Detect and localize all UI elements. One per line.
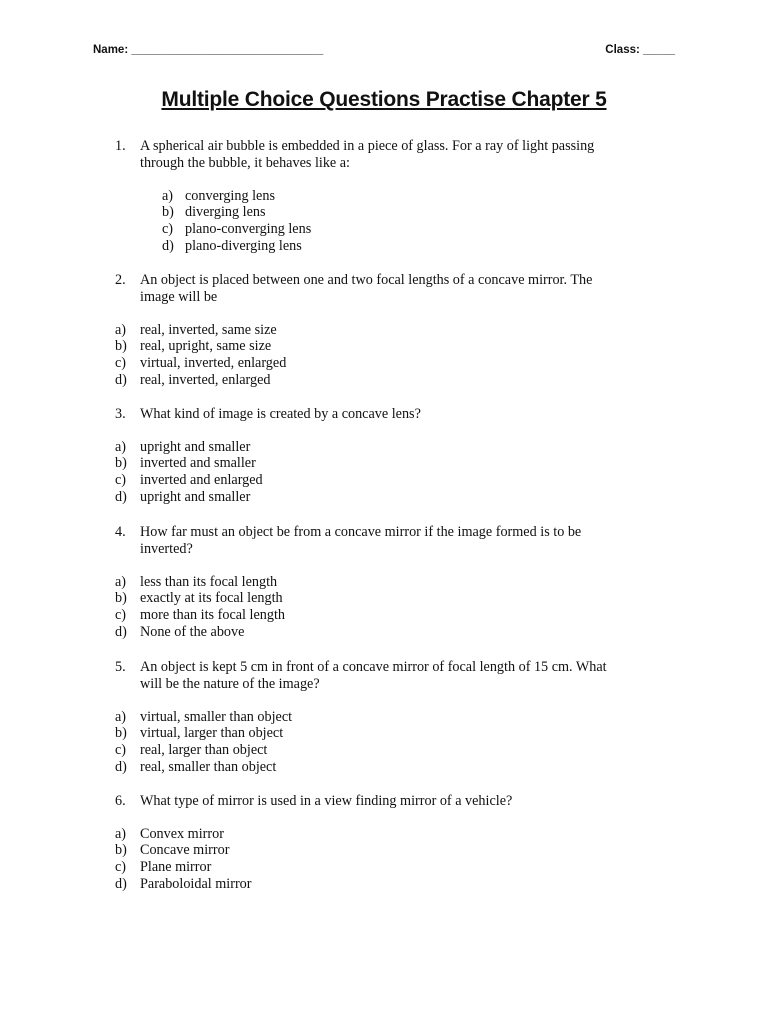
- option-list: [0, 574, 768, 641]
- class-field[interactable]: Class: _____: [605, 44, 675, 56]
- option-letter: b): [115, 725, 127, 742]
- question-line: [0, 289, 768, 306]
- question-line: [0, 138, 768, 155]
- header-row: [93, 44, 675, 62]
- question-text: A spherical air bubble is embedded in a piece of glass. For a ray of light passing: [140, 138, 595, 154]
- option-letter: c): [115, 741, 127, 758]
- option-text: inverted and enlarged: [140, 472, 263, 489]
- option-item[interactable]: [0, 826, 768, 843]
- option-letter: a): [115, 573, 127, 590]
- question-line: [0, 793, 768, 810]
- question-5: [0, 659, 768, 775]
- option-text: plano-diverging lens: [185, 237, 302, 254]
- option-list: [0, 188, 768, 255]
- option-letter: b): [115, 338, 127, 355]
- option-text: real, larger than object: [140, 741, 268, 758]
- question-text: What type of mirror is used in a view finding mirror of a vehicle?: [140, 793, 513, 809]
- option-text: real, upright, same size: [140, 338, 272, 355]
- option-text: Plane mirror: [140, 859, 212, 876]
- option-letter: a): [115, 321, 127, 338]
- option-letter: c): [162, 220, 174, 237]
- question-number: 5.: [115, 659, 126, 675]
- question-text: How far must an object be from a concave mirror if the image formed is to be: [140, 524, 582, 540]
- option-item[interactable]: [0, 759, 768, 776]
- option-item[interactable]: [0, 574, 768, 591]
- option-item[interactable]: [0, 204, 768, 221]
- option-text: virtual, larger than object: [140, 725, 284, 742]
- question-text: through the bubble, it behaves like a:: [140, 154, 350, 171]
- option-text: exactly at its focal length: [140, 590, 283, 607]
- question-number: 4.: [115, 524, 126, 540]
- option-item[interactable]: [0, 859, 768, 876]
- option-text: Paraboloidal mirror: [140, 875, 252, 892]
- option-item[interactable]: [0, 742, 768, 759]
- option-item[interactable]: [0, 338, 768, 355]
- question-text: What kind of image is created by a concave lens?: [140, 406, 421, 422]
- name-field[interactable]: Name: ______________________________: [93, 44, 324, 56]
- option-text: upright and smaller: [140, 488, 251, 505]
- question-number: 6.: [115, 793, 126, 809]
- option-item[interactable]: [0, 842, 768, 859]
- option-text: real, smaller than object: [140, 758, 277, 775]
- option-item[interactable]: [0, 221, 768, 238]
- option-letter: c): [115, 354, 127, 371]
- option-item[interactable]: [0, 372, 768, 389]
- option-item[interactable]: [0, 624, 768, 641]
- question-line: [0, 676, 768, 693]
- option-text: upright and smaller: [140, 438, 251, 455]
- option-letter: b): [115, 842, 127, 859]
- option-list: [0, 709, 768, 776]
- option-letter: d): [115, 488, 127, 505]
- option-text: converging lens: [185, 187, 275, 204]
- option-item[interactable]: [0, 725, 768, 742]
- option-letter: b): [115, 455, 127, 472]
- option-letter: c): [115, 606, 127, 623]
- option-text: less than its focal length: [140, 573, 278, 590]
- option-item[interactable]: [0, 876, 768, 893]
- option-letter: a): [115, 708, 127, 725]
- question-number: 1.: [115, 138, 126, 154]
- option-text: diverging lens: [185, 204, 266, 221]
- option-letter: b): [162, 204, 174, 221]
- option-letter: d): [115, 371, 127, 388]
- option-item[interactable]: [0, 238, 768, 255]
- option-item[interactable]: [0, 607, 768, 624]
- option-text: real, inverted, enlarged: [140, 371, 271, 388]
- question-line: [0, 406, 768, 423]
- question-line: [0, 155, 768, 172]
- question-line: [0, 659, 768, 676]
- question-2: [0, 272, 768, 388]
- question-line: [0, 272, 768, 289]
- question-number: 3.: [115, 406, 126, 422]
- option-item[interactable]: [0, 439, 768, 456]
- question-4: [0, 524, 768, 640]
- option-item[interactable]: [0, 472, 768, 489]
- option-list: [0, 439, 768, 506]
- option-text: real, inverted, same size: [140, 321, 277, 338]
- option-letter: a): [115, 438, 127, 455]
- option-letter: d): [115, 623, 127, 640]
- question-line: [0, 524, 768, 541]
- question-1: [0, 138, 768, 254]
- option-letter: a): [162, 187, 174, 204]
- question-number: 2.: [115, 272, 126, 288]
- question-line: [0, 541, 768, 558]
- option-text: Convex mirror: [140, 825, 224, 842]
- page-title: Multiple Choice Questions Practise Chapter 5: [161, 88, 607, 111]
- option-text: virtual, inverted, enlarged: [140, 354, 287, 371]
- question-text: An object is placed between one and two focal lengths of a concave mirror. The: [140, 272, 593, 288]
- option-list: [0, 826, 768, 893]
- option-text: more than its focal length: [140, 606, 285, 623]
- question-text: inverted?: [140, 540, 193, 557]
- option-text: Concave mirror: [140, 842, 230, 859]
- option-item[interactable]: [0, 455, 768, 472]
- option-item[interactable]: [0, 489, 768, 506]
- question-text: image will be: [140, 288, 218, 305]
- option-item[interactable]: [0, 355, 768, 372]
- question-text: An object is kept 5 cm in front of a concave mirror of focal length of 15 cm. What: [140, 659, 607, 675]
- option-letter: d): [162, 237, 174, 254]
- option-text: plano-converging lens: [185, 220, 312, 237]
- option-text: virtual, smaller than object: [140, 708, 293, 725]
- option-letter: d): [115, 875, 127, 892]
- question-3: [0, 406, 768, 506]
- option-item[interactable]: [0, 709, 768, 726]
- option-item[interactable]: [0, 322, 768, 339]
- option-text: inverted and smaller: [140, 455, 256, 472]
- option-item[interactable]: [0, 188, 768, 205]
- option-letter: a): [115, 825, 127, 842]
- option-list: [0, 322, 768, 389]
- option-text: None of the above: [140, 623, 245, 640]
- option-letter: c): [115, 859, 127, 876]
- option-letter: b): [115, 590, 127, 607]
- question-text: will be the nature of the image?: [140, 675, 320, 692]
- option-letter: c): [115, 472, 127, 489]
- question-6: [0, 793, 768, 893]
- option-letter: d): [115, 758, 127, 775]
- option-item[interactable]: [0, 590, 768, 607]
